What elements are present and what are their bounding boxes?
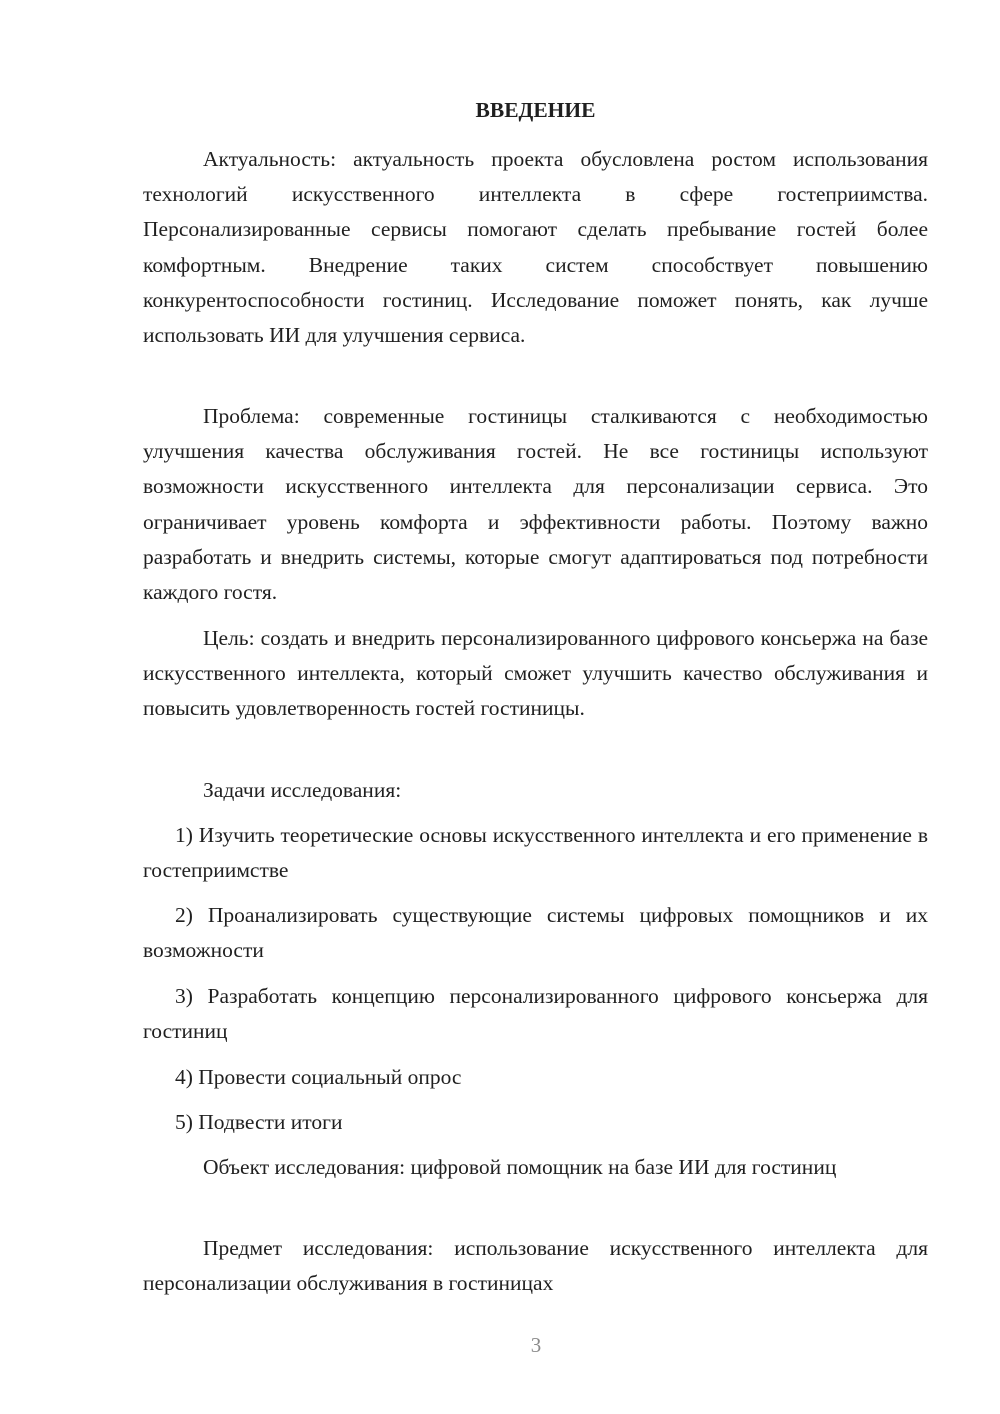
goal-paragraph: Цель: создать и внедрить персонализированного цифрового консьержа на базе искусственного интеллекта, который сможет улучшить качество обслуживания и повысить удовлетворенность гостей гостиницы. — [143, 626, 928, 721]
task-item-2: 2) Проанализировать существующие системы цифровых помощников и их возможности — [143, 903, 928, 963]
task-item-1: 1) Изучить теоретические основы искусственного интеллекта и его применение в гостеприимстве — [143, 823, 928, 883]
section-heading: ВВЕДЕНИЕ — [475, 98, 596, 122]
task-item-4: 4) Провести социальный опрос — [175, 1065, 462, 1089]
object-paragraph: Объект исследования: цифровой помощник на базе ИИ для гостиниц — [203, 1155, 837, 1179]
task-item-3: 3) Разработать концепцию персонализированного цифрового консьержа для гостиниц — [143, 984, 928, 1044]
task-item-5: 5) Подвести итоги — [175, 1110, 343, 1134]
problem-paragraph: Проблема: современные гостиницы сталкиваются с необходимостью улучшения качества обслуживания гостей. Не все гостиницы используют возможности искусственного интеллекта для персонализации сервиса. Это ограничивает уровень комфорта и эффективности работы. Поэтому важно разработать и внедрить системы, которые смогут адаптироваться под потребности каждого гостя. — [143, 404, 928, 605]
page-number: 3 — [530, 1333, 542, 1357]
subject-paragraph: Предмет исследования: использование искусственного интеллекта для персонализации обслуживания в гостиницах — [143, 1236, 928, 1296]
relevance-paragraph: Актуальность: актуальность проекта обусловлена ростом использования технологий искусственного интеллекта в сфере гостеприимства. Персонализированные сервисы помогают сделать пребывание гостей более комфортным. Внедрение таких систем способствует повышению конкурентоспособности гостиниц. Исследование поможет понять, как лучше использовать ИИ для улучшения сервиса. — [143, 147, 928, 348]
tasks-title: Задачи исследования: — [203, 778, 402, 802]
